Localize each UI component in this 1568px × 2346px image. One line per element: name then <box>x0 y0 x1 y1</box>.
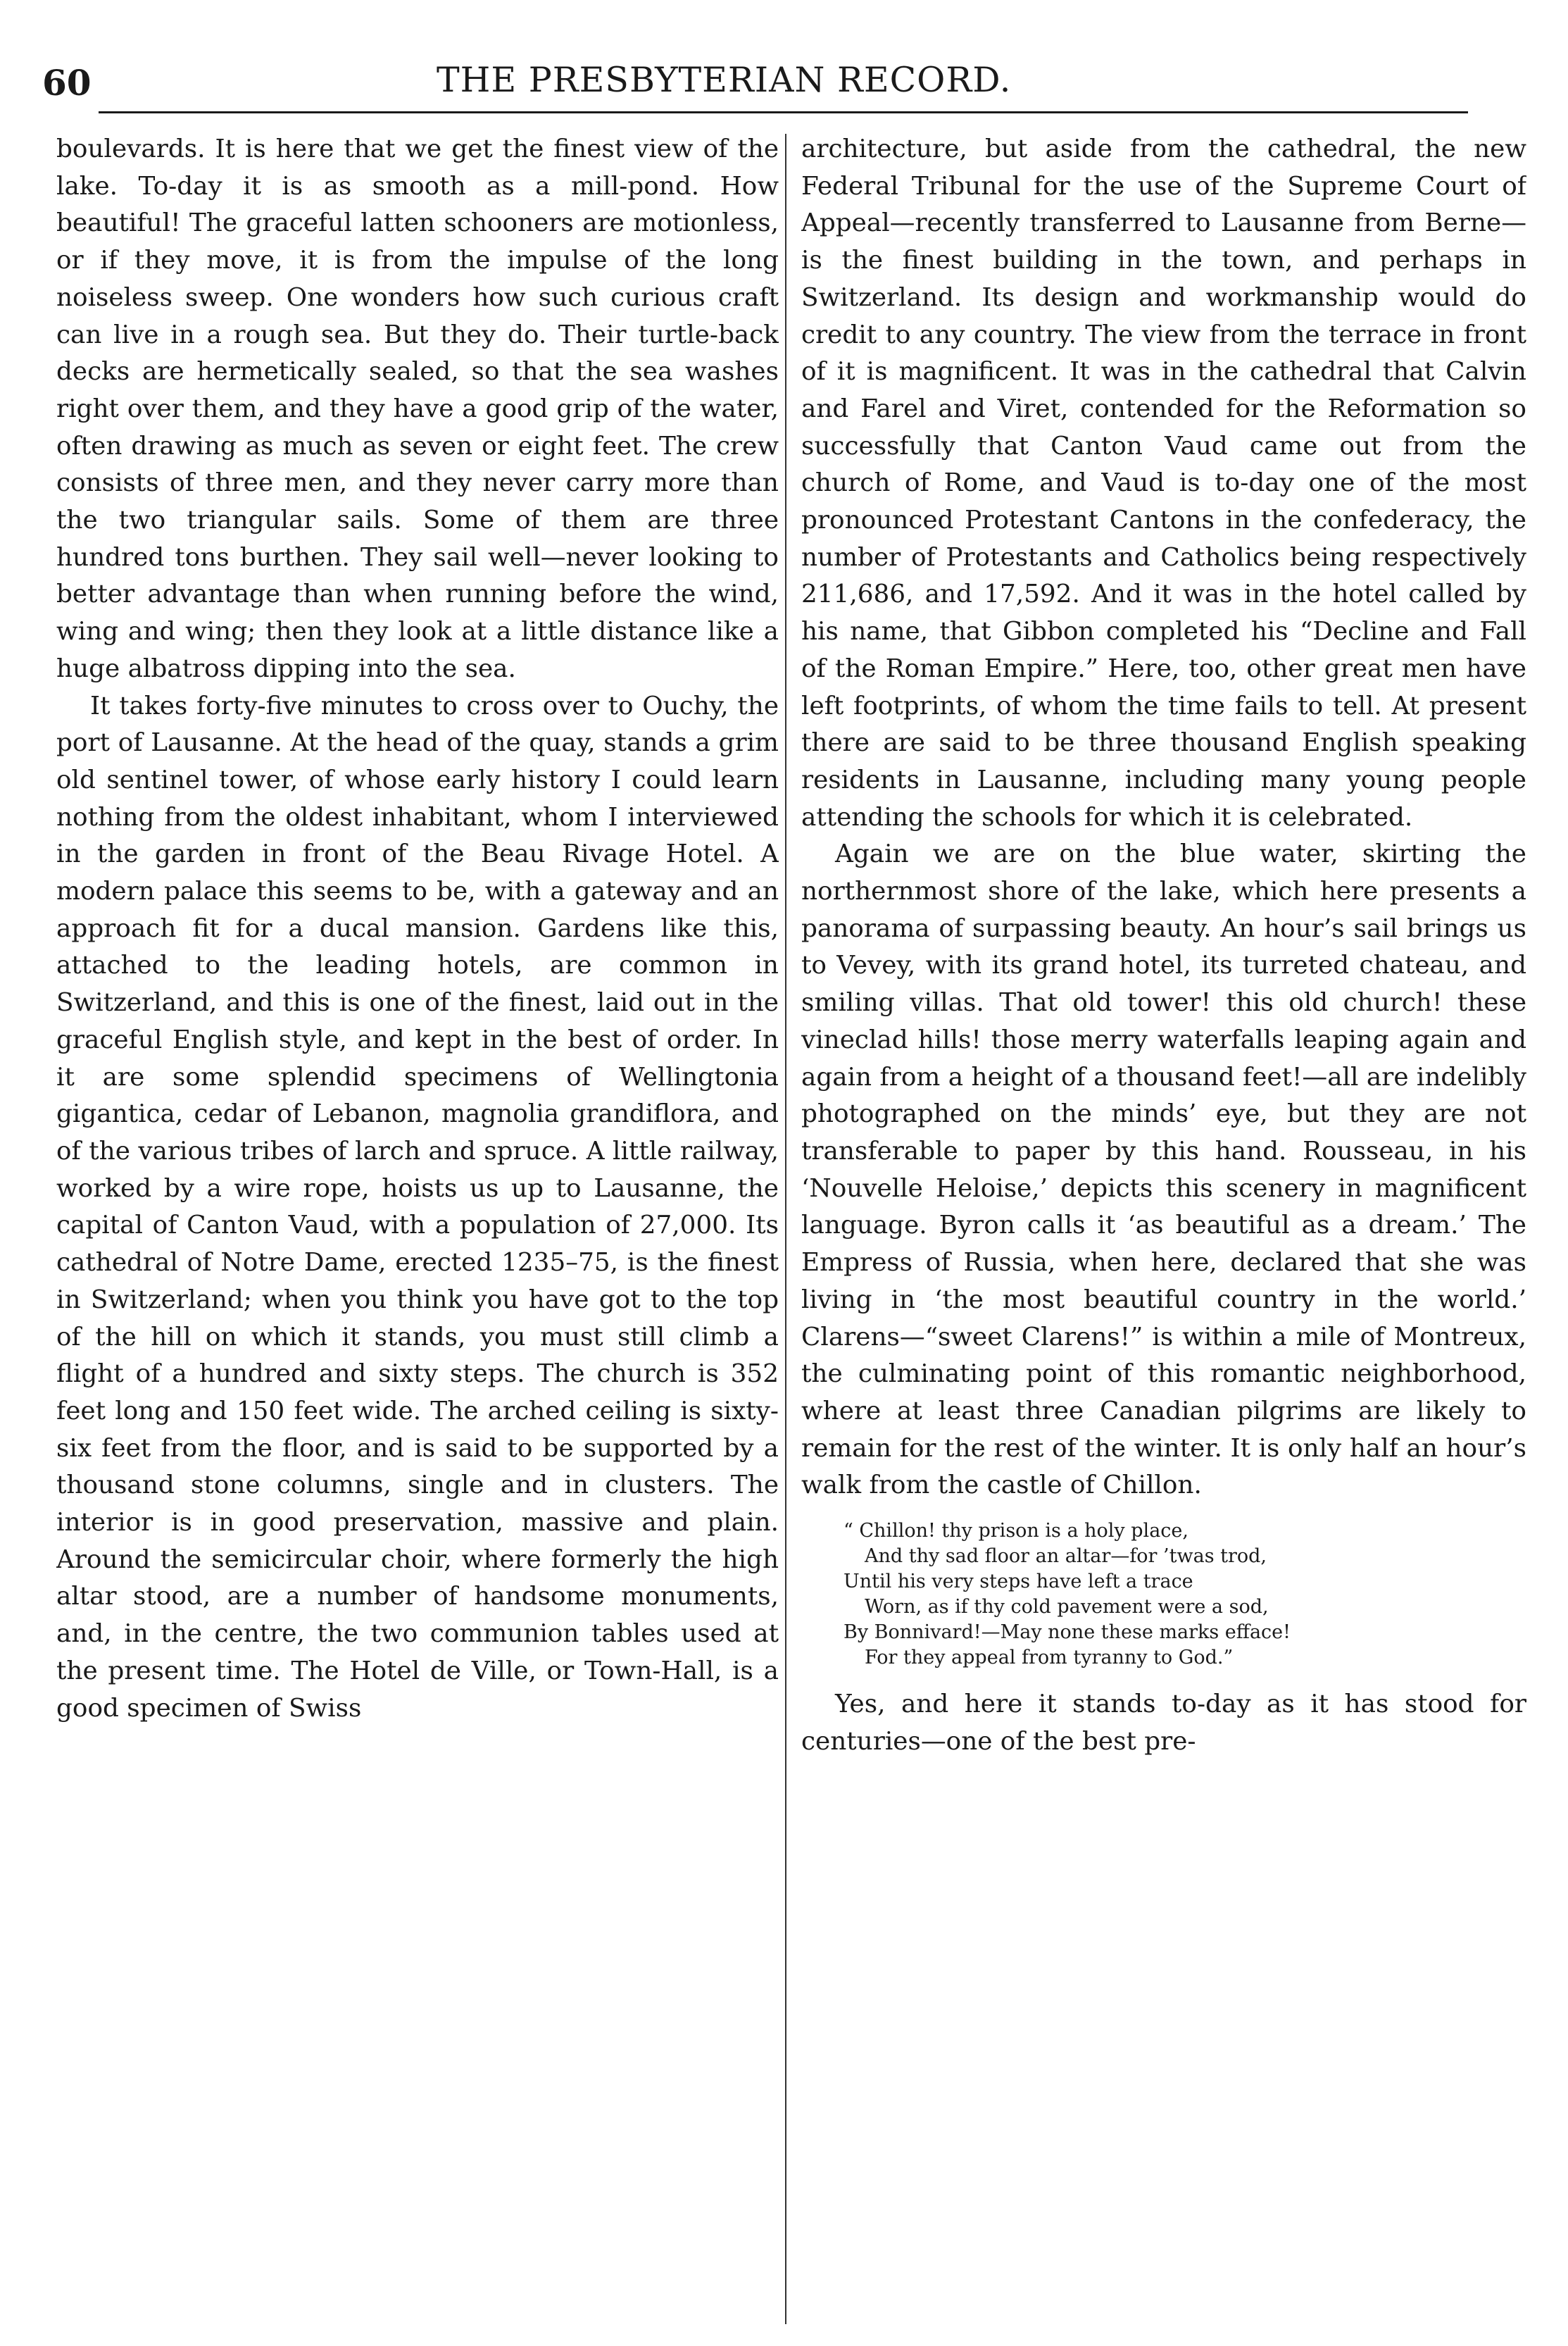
verse-line: “ Chillon! thy prison is a holy place, <box>843 1520 1188 1542</box>
column-divider <box>785 134 786 2324</box>
verse-line: Until his very steps have left a trace <box>843 1571 1193 1593</box>
chillon-verse <box>843 1518 1526 1671</box>
left-paragraph-1: boulevards. It is here that we get the finest view of the lake. To-day it is as smooth as a mill-pond. How beautiful! The graceful latten schooners are motionless, or if they move, it is from the impulse of the long noiseless sweep. One wonders how such curious craft can live in a rough sea. But they do. Their turtle-back decks are hermetically sealed, so that the sea washes right over them, and they have a good grip of the water, often drawing as much as seven or eight feet. The crew consists of three men, and they never carry more than the two triangular sails. Some of them are three hundred tons burthen. They sail well—never looking to better advantage than when running before the wind, wing and wing; then they look at a little distance like a huge albatross dipping into the sea. <box>56 135 779 683</box>
running-head: THE PRESBYTERIAN RECORD. <box>437 60 1012 100</box>
header-rule <box>99 111 1468 113</box>
left-paragraph-2: It takes forty-five minutes to cross over to Ouchy, the port of Lausanne. At the head of the quay, stands a grim old sentinel tower, of whose early history I could learn nothing from the oldest inhabitant, whom I interviewed in the garden in front of the Beau Rivage Hotel. A modern palace this seems to be, with a gateway and an approach fit for a ducal mansion. Gardens like this, attached to the leading hotels, are common in Switzerland, and this is one of the finest, laid out in the graceful English style, and kept in the best of order. In it are some splendid specimens of Wellingtonia gigantica, cedar of Lebanon, magnolia grandiflora, and of the various tribes of larch and spruce. A little railway, worked by a wire rope, hoists us up to Lausanne, the capital of Canton Vaud, with a population of 27,000. Its cathedral of Notre Dame, erected 1235–75, is the finest in Switzerland; when you think you have got to the top of the hill on which it stands, you must still climb a flight of a hundred and sixty steps. The church is 352 feet long and 150 feet wide. The arched ceiling is sixty-six feet from the floor, and is said to be supported by a thousand stone columns, single and in clusters. The interior is in good preservation, massive and plain. Around the semicircular choir, where formerly the high altar stood, are a number of handsome monuments, and, in the centre, the two communion tables used at the present time. The Hotel de Ville, or Town-Hall, is a good specimen of Swiss <box>56 691 779 1723</box>
right-paragraph-2: Again we are on the blue water, skirting the northernmost shore of the lake, which here presents a panorama of surpassing beauty. An hour’s sail brings us to Vevey, with its grand hotel, its turreted chateau, and smiling villas. That old tower! this old church! these vineclad hills! those merry waterfalls leaping again and again from a height of a thousand feet!—all are indelibly photographed on the minds’ eye, but they are not transferable to paper by this hand. Rousseau, in his ‘Nouvelle Heloise,’ depicts this scenery in magnificent language. Byron calls it ‘as beautiful as a dream.’ The Empress of Russia, when here, declared that she was living in ‘the most beautiful country in the world.’ Clarens—“sweet Clarens!” is within a mile of Montreux, the culminating point of this romantic neighborhood, where at least three Canadian pilgrims are likely to remain for the rest of the winter. It is only half an hour’s walk from the castle of Chillon. <box>801 840 1526 1500</box>
right-paragraph-1: architecture, but aside from the cathedral, the new Federal Tribunal for the use of the Supreme Court of Appeal—recently transferred to Lausanne from Berne—is the finest building in the town, and perhaps in Switzerland. Its design and workmanship would do credit to any country. The view from the terrace in front of it is magnificent. It was in the cathedral that Calvin and Farel and Viret, contended for the Reformation so successfully that Canton Vaud came out from the church of Rome, and Vaud is to-day one of the most pronounced Protestant Cantons in the confederacy, the number of Protestants and Catholics being respectively 211,686, and 17,592. And it was in the hotel called by his name, that Gibbon completed his “Decline and Fall of the Roman Empire.” Here, too, other great men have left footprints, of whom the time fails to tell. At present there are said to be three thousand English speaking residents in Lausanne, including many young people attending the schools for which it is celebrated. <box>801 135 1526 832</box>
right-paragraph-3: Yes, and here it stands to-day as it has stood for centuries—one of the best pre- <box>801 1690 1526 1756</box>
left-column <box>56 131 779 2321</box>
right-column <box>801 131 1526 2321</box>
page-number: 60 <box>42 62 92 104</box>
verse-line: And thy sad floor an altar—for ’twas trod, <box>865 1545 1267 1568</box>
verse-line: By Bonnivard!—May none these marks efface! <box>843 1621 1291 1644</box>
verse-line: For they appeal from tyranny to God.” <box>865 1647 1234 1669</box>
verse-line: Worn, as if thy cold pavement were a sod, <box>865 1596 1269 1618</box>
